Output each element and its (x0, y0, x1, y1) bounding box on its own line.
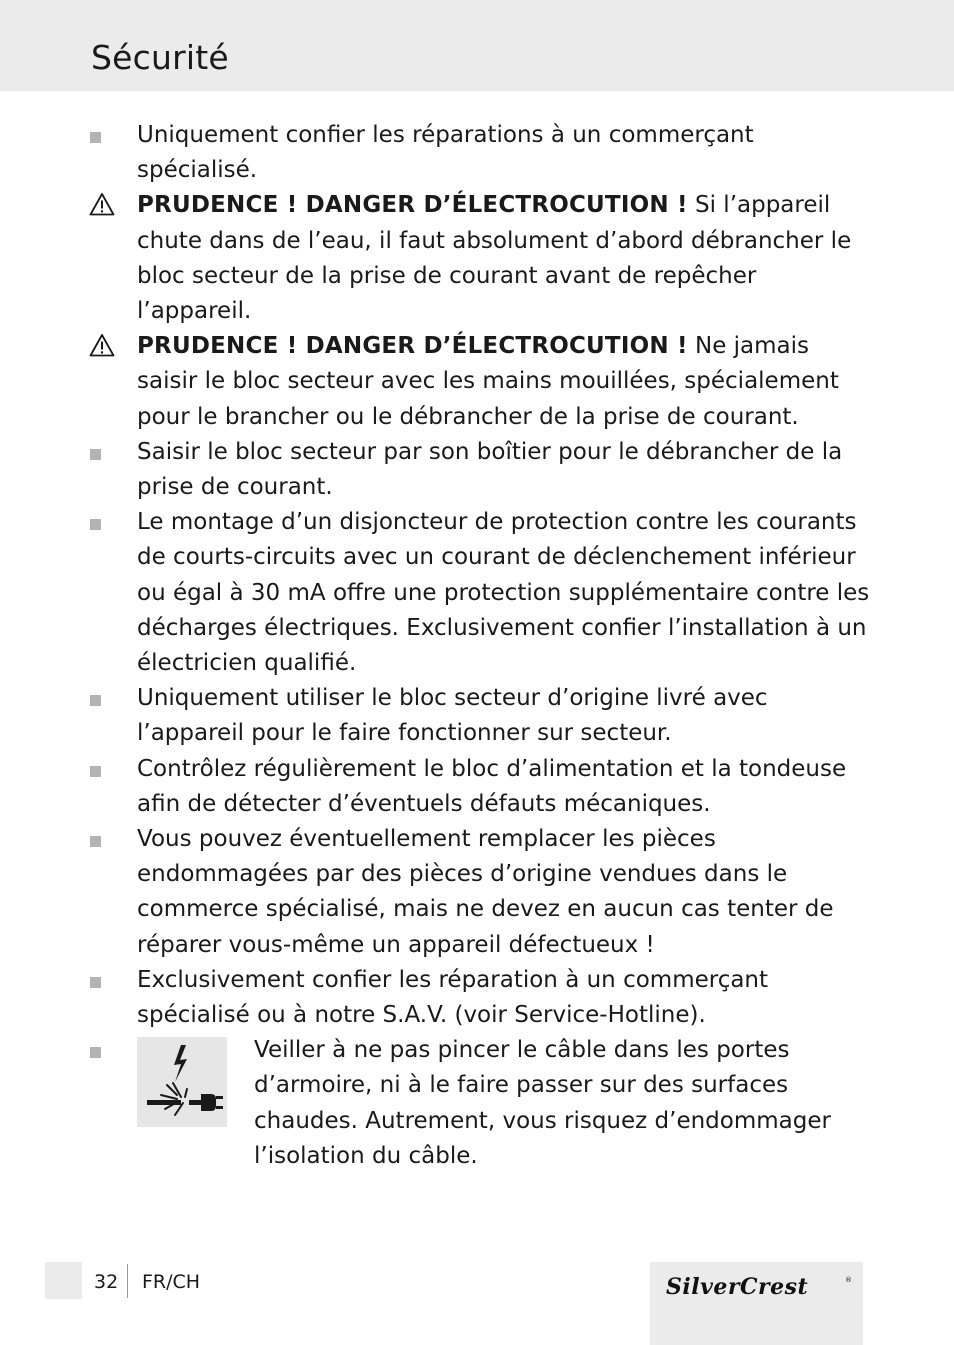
bullet-square (90, 1047, 101, 1058)
bullet-square (90, 695, 101, 706)
item-text: Si l’appareil chute dans de l’eau, il faut absolument d’abord débrancher le bloc secteur de la prise de courant avant de repêcher l’appareil. (137, 192, 852, 325)
list-item (0, 752, 954, 822)
warning-item (0, 329, 954, 435)
brand-logo (650, 1262, 863, 1345)
warning-title: PRUDENCE ! DANGER D’ÉLECTROCUTION ! (137, 333, 688, 360)
warning-triangle-icon (89, 333, 115, 357)
bullet-square (90, 836, 101, 847)
damaged-cable-icon (137, 1037, 227, 1127)
page-header (0, 0, 954, 91)
item-text: Uniquement confier les réparations à un commerçant spécialisé. (137, 122, 754, 184)
list-item (0, 118, 954, 188)
list-item (0, 681, 954, 751)
page-number: 32 (94, 1271, 119, 1293)
bullet-square (90, 766, 101, 777)
item-text: Le montage d’un disjoncteur de protection contre les courants de courts-circuits avec un courant de déclenchement inférieur ou égal à 30 mA offre une protection supplémentaire contre les décharges électriques. Exclusivement confier l’installation à un électricien qualifié. (137, 509, 870, 677)
item-text: Saisir le bloc secteur par son boîtier pour le débrancher de la prise de courant. (137, 438, 843, 501)
registered-mark: ® (845, 1276, 852, 1284)
brand-name: SilverCrest (666, 1274, 809, 1300)
list-item-with-image (0, 1033, 954, 1174)
warning-item (0, 188, 954, 329)
page-title: Sécurité (91, 38, 229, 77)
footer-marker (45, 1262, 82, 1299)
list-item (0, 963, 954, 1033)
item-text: Veiller à ne pas pincer le câble dans les portes d’armoire, ni à le faire passer sur des surfaces chaudes. Autrement, vous risquez d’endommager l’isolation du câble. (254, 1037, 831, 1169)
item-text: Contrôlez régulièrement le bloc d’alimentation et la tondeuse afin de détecter d’éventuels défauts mécaniques. (137, 755, 847, 817)
warning-triangle-icon (89, 192, 115, 216)
item-text: Ne jamais saisir le bloc secteur avec les mains mouillées, spécialement pour le brancher ou le débrancher de la prise de courant. (137, 333, 839, 430)
bullet-square (90, 132, 101, 143)
list-item (0, 505, 954, 681)
bullet-square (90, 519, 101, 530)
item-text: Exclusivement confier les réparation à un commerçant spécialisé ou à notre S.A.V. (voir Service-Hotline). (137, 966, 769, 1029)
list-item (0, 822, 954, 963)
safety-list (0, 118, 954, 1174)
list-item (0, 435, 954, 505)
bullet-square (90, 449, 101, 460)
page-language: FR/CH (142, 1271, 201, 1293)
bullet-square (90, 977, 101, 988)
item-text: Vous pouvez éventuellement remplacer les pièces endommagées par des pièces d’origine vendues dans le commerce spécialisé, mais ne devez en aucun cas tenter de réparer vous-même un appareil défectueux ! (137, 826, 834, 958)
footer-divider (127, 1264, 128, 1298)
item-text: Uniquement utiliser le bloc secteur d’origine livré avec l’appareil pour le faire fonctionner sur secteur. (137, 685, 768, 747)
warning-title: PRUDENCE ! DANGER D’ÉLECTROCUTION ! (137, 192, 688, 219)
